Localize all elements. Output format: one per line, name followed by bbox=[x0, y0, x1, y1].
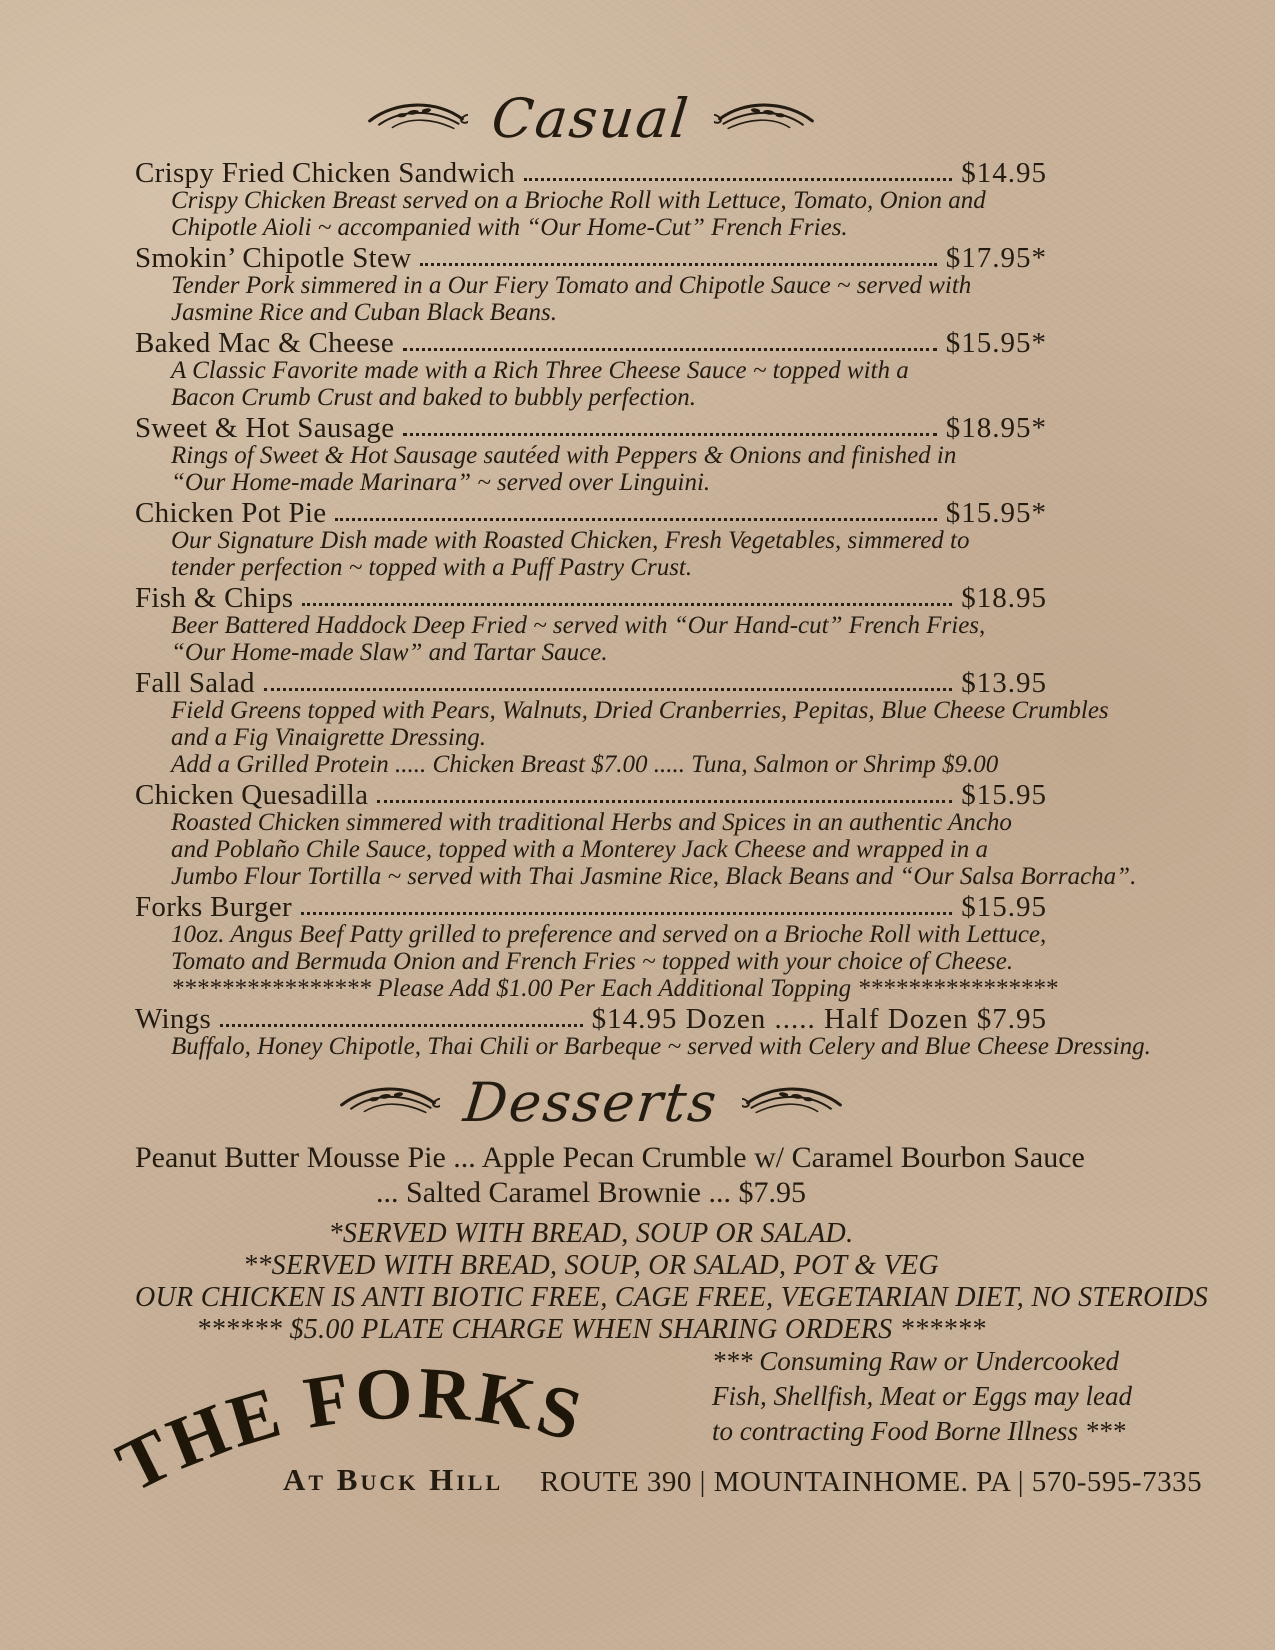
menu-item-row bbox=[135, 1003, 1047, 1035]
description-line: Our Signature Dish made with Roasted Chicken, Fresh Vegetables, simmered to bbox=[171, 527, 970, 554]
description-line: Beer Battered Haddock Deep Fried ~ served with “Our Hand-cut” French Fries, bbox=[171, 612, 986, 639]
menu-item bbox=[135, 412, 1047, 496]
menu-item-description bbox=[171, 697, 1109, 778]
description-line: A Classic Favorite made with a Rich Three Cheese Sauce ~ topped with a bbox=[171, 357, 909, 384]
menu-item-price: $15.95 bbox=[961, 891, 1047, 923]
menu-item-row bbox=[135, 157, 1047, 189]
menu-item-row bbox=[135, 497, 1047, 529]
note-line: *SERVED WITH BREAD, SOUP OR SALAD. bbox=[328, 1218, 854, 1249]
disclaimer-line: *** Consuming Raw or Undercooked bbox=[712, 1346, 1119, 1376]
menu-item bbox=[135, 327, 1047, 411]
desserts-section-header bbox=[135, 1070, 1047, 1136]
menu-item-row bbox=[135, 242, 1047, 274]
menu-item-price: $15.95* bbox=[945, 497, 1047, 529]
description-line: “Our Home-made Slaw” and Tartar Sauce. bbox=[171, 639, 608, 666]
menu-item-name: Fall Salad bbox=[135, 667, 255, 699]
disclaimer-line: to contracting Food Borne Illness *** bbox=[712, 1416, 1126, 1446]
description-line: “Our Home-made Marinara” ~ served over Linguini. bbox=[171, 469, 711, 496]
menu-item-row bbox=[135, 582, 1047, 614]
description-line: Bacon Crumb Crust and baked to bubbly perfection. bbox=[171, 384, 696, 411]
flourish-ornament-icon bbox=[336, 1082, 440, 1124]
menu-item-description bbox=[171, 272, 1047, 326]
menu-item bbox=[135, 497, 1047, 581]
dotted-leader bbox=[264, 688, 952, 691]
menu-item-description bbox=[171, 612, 1047, 666]
dotted-leader bbox=[524, 178, 952, 181]
menu-item-name: Chicken Quesadilla bbox=[135, 779, 369, 811]
description-line: Buffalo, Honey Chipotle, Thai Chili or Barbeque ~ served with Celery and Blue Cheese Dressing. bbox=[171, 1033, 1151, 1060]
section-title-desserts: Desserts bbox=[460, 1071, 722, 1134]
dotted-leader bbox=[377, 800, 952, 803]
description-line: and a Fig Vinaigrette Dressing. bbox=[171, 724, 487, 751]
description-line: Field Greens topped with Pears, Walnuts, Dried Cranberries, Pepitas, Blue Cheese Crumbles bbox=[171, 697, 1109, 724]
dotted-leader bbox=[220, 1024, 583, 1027]
menu-item-name: Baked Mac & Cheese bbox=[135, 327, 395, 359]
menu-item-description bbox=[171, 809, 1137, 890]
menu-item-price: $14.95 Dozen ..... Half Dozen $7.95 bbox=[591, 1003, 1047, 1035]
dotted-leader bbox=[301, 912, 952, 915]
menu-notes bbox=[135, 1218, 1209, 1346]
menu-item bbox=[135, 667, 1109, 778]
flourish-ornament-icon bbox=[714, 98, 818, 140]
menu-footer bbox=[0, 1330, 1275, 1650]
menu-item bbox=[135, 582, 1047, 666]
menu-item-row bbox=[135, 412, 1047, 444]
menu-item-description bbox=[171, 357, 1047, 411]
menu-item-description bbox=[171, 442, 1047, 496]
menu-item bbox=[135, 1003, 1151, 1060]
menu-item-price: $13.95 bbox=[961, 667, 1047, 699]
menu-item-description bbox=[171, 187, 1047, 241]
menu-item-price: $17.95* bbox=[945, 242, 1047, 274]
flourish-ornament-icon bbox=[364, 98, 468, 140]
menu-item bbox=[135, 779, 1137, 890]
menu-item-row bbox=[135, 891, 1047, 923]
description-line: **************** Please Add $1.00 Per Each Additional Topping **************** bbox=[171, 975, 1058, 1002]
description-line: 10oz. Angus Beef Patty grilled to preference and served on a Brioche Roll with Lettuce, bbox=[171, 921, 1047, 948]
raw-food-disclaimer bbox=[712, 1344, 1132, 1449]
flourish-ornament-icon bbox=[742, 1082, 846, 1124]
menu-item-name: Sweet & Hot Sausage bbox=[135, 412, 395, 444]
description-line: Tender Pork simmered in a Our Fiery Tomato and Chipotle Sauce ~ served with bbox=[171, 272, 972, 299]
dotted-leader bbox=[335, 518, 936, 521]
casual-section-header bbox=[135, 86, 1047, 152]
menu-item-description bbox=[171, 1033, 1151, 1060]
dessert-line: Peanut Butter Mousse Pie ... Apple Pecan Crumble w/ Caramel Bourbon Sauce bbox=[135, 1141, 1085, 1174]
description-line: Jasmine Rice and Cuban Black Beans. bbox=[171, 299, 558, 326]
description-line: Add a Grilled Protein ..... Chicken Breast $7.00 ..... Tuna, Salmon or Shrimp $9.00 bbox=[171, 751, 999, 778]
desserts-list bbox=[135, 1140, 1085, 1210]
dotted-leader bbox=[302, 603, 952, 606]
menu-item-name: Wings bbox=[135, 1003, 212, 1035]
dessert-line: ... Salted Caramel Brownie ... $7.95 bbox=[376, 1176, 806, 1209]
menu-item bbox=[135, 157, 1047, 241]
menu-item-name: Smokin’ Chipotle Stew bbox=[135, 242, 412, 274]
menu-item bbox=[135, 891, 1058, 1002]
casual-items-list bbox=[135, 157, 1151, 1060]
logo-subtitle: At Buck Hill bbox=[283, 1462, 504, 1497]
disclaimer-line: Fish, Shellfish, Meat or Eggs may lead bbox=[712, 1381, 1132, 1411]
description-line: tender perfection ~ topped with a Puff Pastry Crust. bbox=[171, 554, 693, 581]
note-line: OUR CHICKEN IS ANTI BIOTIC FREE, CAGE FREE, VEGETARIAN DIET, NO STEROIDS bbox=[135, 1282, 1209, 1313]
menu-item-row bbox=[135, 327, 1047, 359]
menu-item-description bbox=[171, 921, 1058, 1002]
menu-item-name: Crispy Fried Chicken Sandwich bbox=[135, 157, 516, 189]
description-line: Chipotle Aioli ~ accompanied with “Our Home-Cut” French Fries. bbox=[171, 214, 848, 241]
description-line: and Poblaño Chile Sauce, topped with a Monterey Jack Cheese and wrapped in a bbox=[171, 836, 988, 863]
menu-item-row bbox=[135, 667, 1047, 699]
menu-item bbox=[135, 242, 1047, 326]
menu-item-price: $15.95* bbox=[945, 327, 1047, 359]
menu-item-price: $14.95 bbox=[961, 157, 1047, 189]
description-line: Tomato and Bermuda Onion and French Fries ~ topped with your choice of Cheese. bbox=[171, 948, 1014, 975]
menu-content bbox=[135, 86, 1209, 1346]
menu-item-price: $18.95 bbox=[961, 582, 1047, 614]
description-line: Roasted Chicken simmered with traditional Herbs and Spices in an authentic Ancho bbox=[171, 809, 1012, 836]
address-line: ROUTE 390 | MOUNTAINHOME. PA | 570-595-7335 bbox=[540, 1466, 1203, 1498]
logo-title-text: THE FORKS bbox=[104, 1352, 593, 1504]
menu-item-price: $18.95* bbox=[945, 412, 1047, 444]
menu-item-name: Fish & Chips bbox=[135, 582, 294, 614]
section-title-casual: Casual bbox=[489, 87, 694, 150]
menu-item-row bbox=[135, 779, 1047, 811]
note-line: **SERVED WITH BREAD, SOUP, OR SALAD, POT & VEG bbox=[243, 1250, 939, 1281]
note-line: ****** $5.00 PLATE CHARGE WHEN SHARING ORDERS ****** bbox=[196, 1314, 986, 1345]
dotted-leader bbox=[403, 433, 936, 436]
description-line: Rings of Sweet & Hot Sausage sautéed with Peppers & Onions and finished in bbox=[171, 442, 957, 469]
dotted-leader bbox=[403, 348, 937, 351]
menu-item-name: Chicken Pot Pie bbox=[135, 497, 327, 529]
description-line: Crispy Chicken Breast served on a Brioche Roll with Lettuce, Tomato, Onion and bbox=[171, 187, 986, 214]
menu-item-price: $15.95 bbox=[961, 779, 1047, 811]
dotted-leader bbox=[420, 263, 936, 266]
description-line: Jumbo Flour Tortilla ~ served with Thai Jasmine Rice, Black Beans and “Our Salsa Borracha”. bbox=[171, 863, 1137, 890]
menu-item-name: Forks Burger bbox=[135, 891, 292, 923]
menu-item-description bbox=[171, 527, 1047, 581]
